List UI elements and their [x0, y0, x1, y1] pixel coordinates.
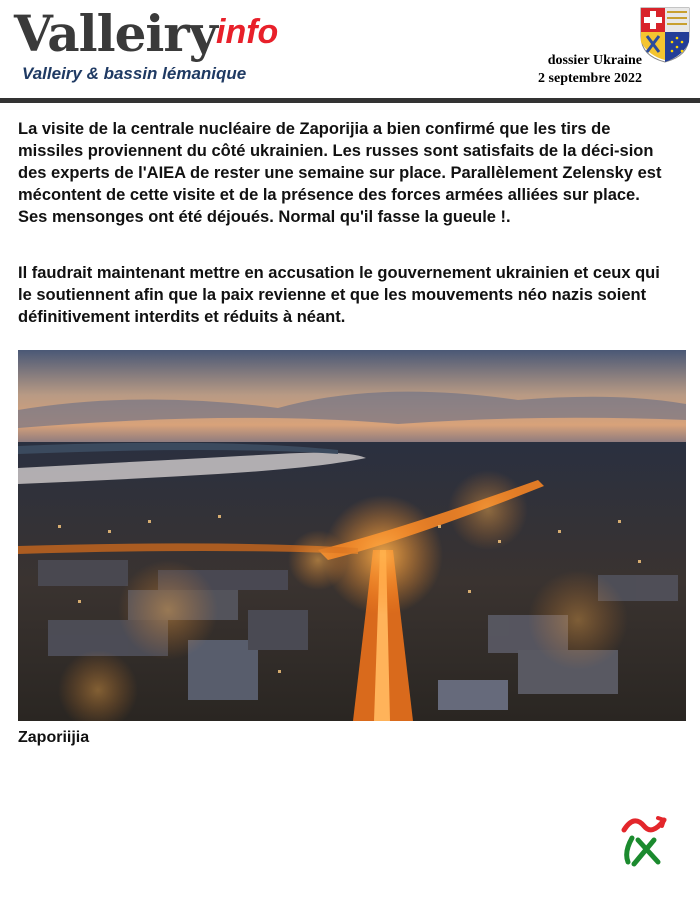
- brand-logo-icon: [618, 812, 672, 868]
- dossier-info: [538, 52, 642, 88]
- page-header: [0, 0, 700, 104]
- photo-caption: Zaporiijia: [18, 729, 90, 746]
- site-logo-title: Valleiry: [14, 4, 217, 63]
- site-subtitle: Valleiry & bassin lémanique: [22, 64, 247, 83]
- section-label: dossier Ukraine: [547, 53, 642, 68]
- publication-date: 2 septembre 2022: [538, 71, 642, 86]
- site-logo-info: info: [216, 13, 279, 51]
- coat-of-arms-icon: [639, 6, 691, 64]
- article-paragraph: Il faudrait maintenant mettre en accusation le gouvernement ukrainien et ceux qui le soutiennent afin que la paix revienne et que les mouvements néo nazis soient définitivement interdits et réduits à néant.: [18, 264, 660, 326]
- city-night-photo: [18, 350, 686, 721]
- article-paragraph: La visite de la centrale nucléaire de Zaporijia a bien confirmé que les tirs de missiles proviennent du côté ukrainien. Les russes sont satisfaits de la déci-sion des experts de l'AIEA de rester une semaine sur place. Parallèlement Zelensky est mécontent de cette visite et de la présence des forces armées alliées sur place. Ses mensonges ont été déjoués. Normal qu'il fasse la gueule !.: [18, 120, 662, 226]
- header-divider: [0, 98, 700, 103]
